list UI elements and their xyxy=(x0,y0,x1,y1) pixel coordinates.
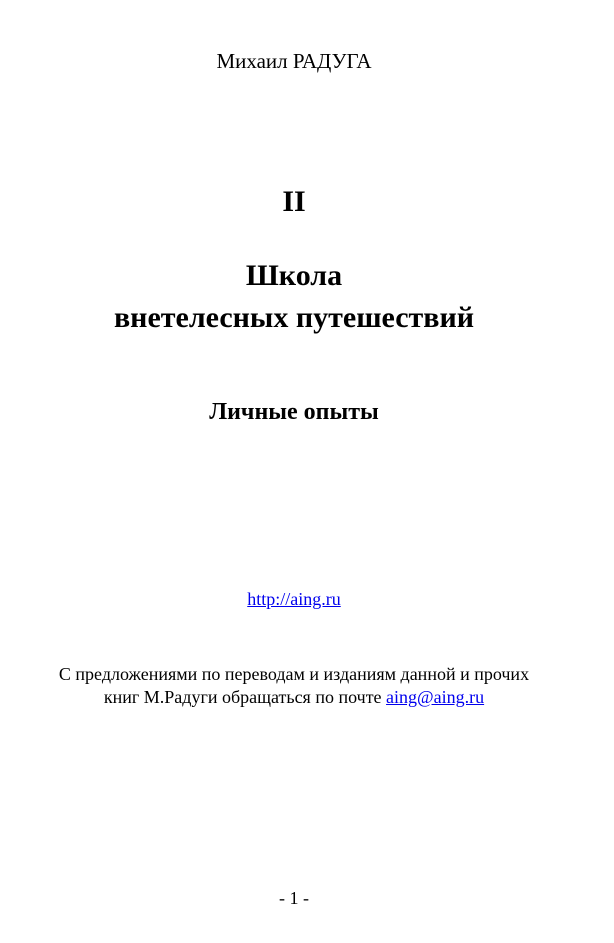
contact-text-line-1: С предложениями по переводам и изданиям данной и прочих xyxy=(58,664,530,684)
contact-text-line-2-container xyxy=(0,686,588,708)
website-link[interactable]: http://aing.ru xyxy=(247,589,341,609)
website-line xyxy=(0,588,588,610)
title-line-2: внетелесных путешествий xyxy=(113,301,475,334)
subtitle: Личные опыты xyxy=(209,399,379,425)
volume-number: II xyxy=(282,185,306,218)
title-line-1: Школа xyxy=(245,259,343,292)
author-name: Михаил РАДУГА xyxy=(216,49,372,73)
email-link[interactable]: aing@aing.ru xyxy=(386,687,485,707)
page-number: - 1 - xyxy=(279,888,309,908)
contact-text-line-2: книг М.Радуги обращаться по почте xyxy=(103,687,382,707)
